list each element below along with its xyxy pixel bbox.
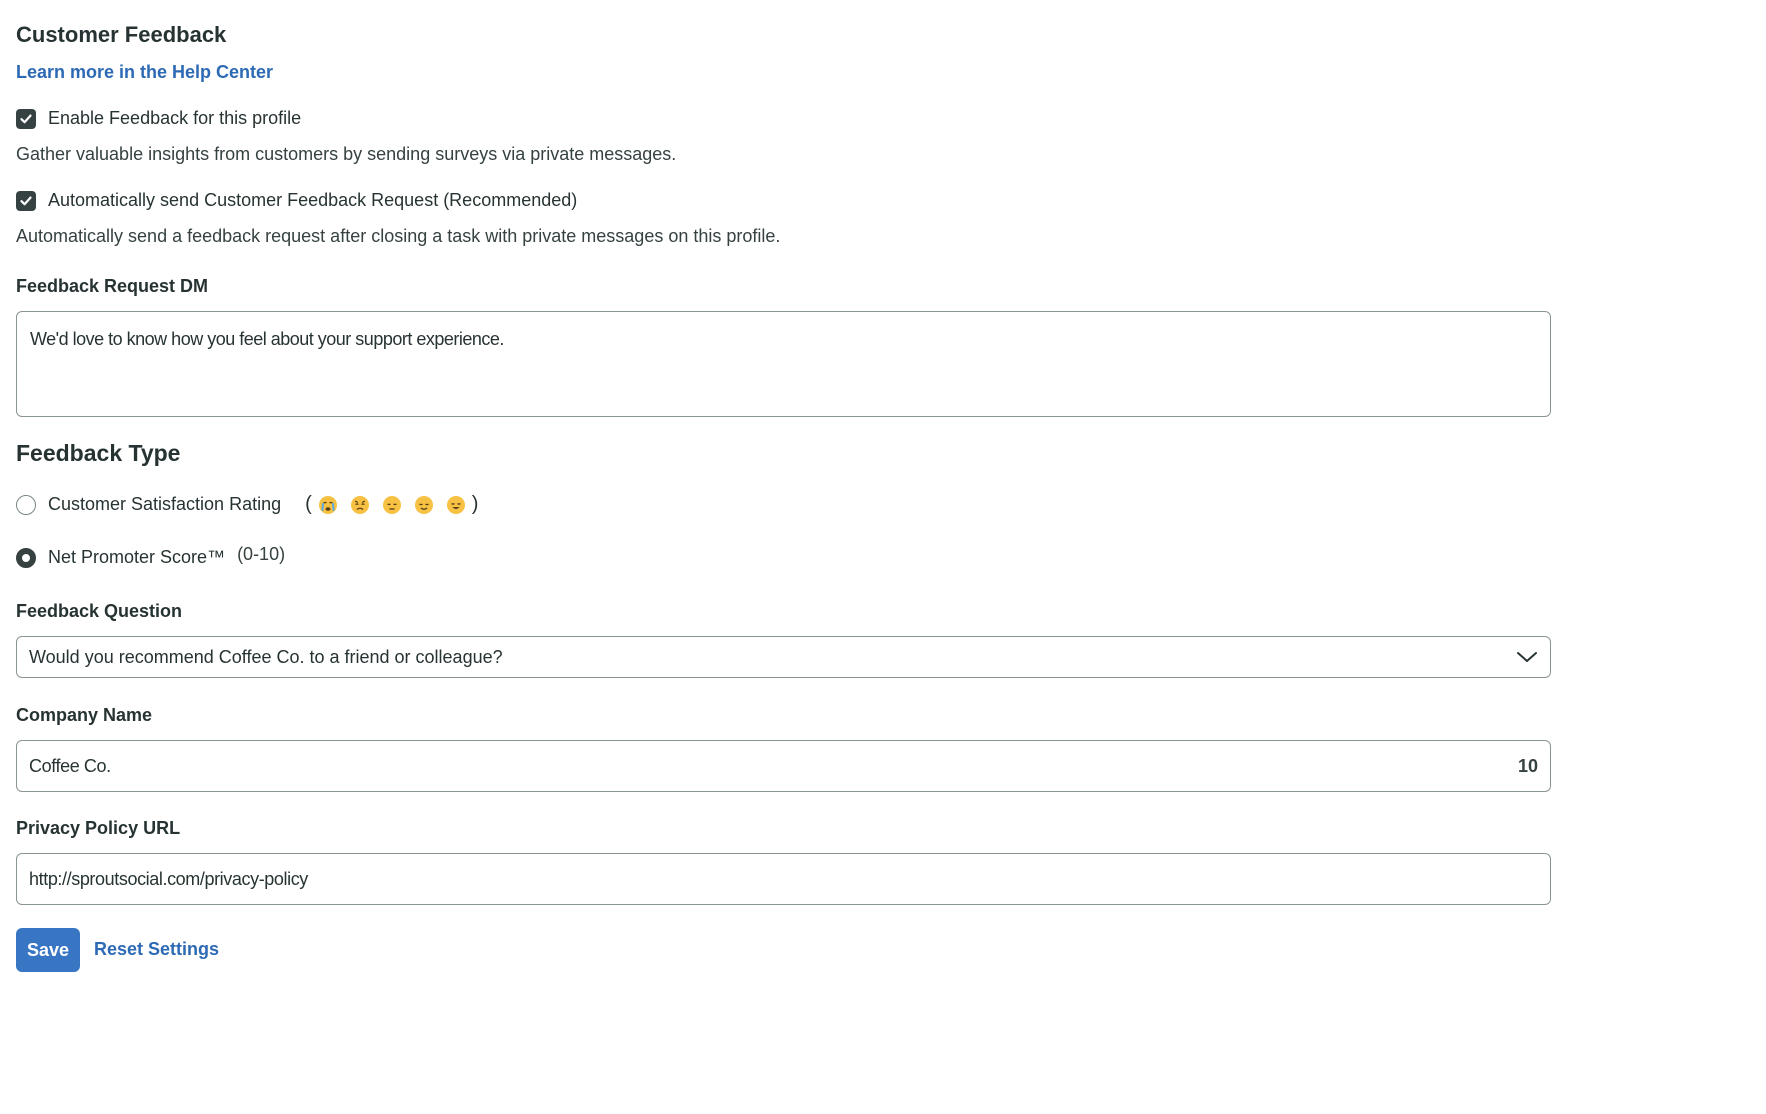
enable-feedback-row[interactable] <box>16 108 301 129</box>
privacy-policy-input[interactable] <box>16 853 1551 905</box>
feedback-question-select[interactable] <box>16 636 1551 678</box>
reset-settings-link[interactable]: Reset Settings <box>94 939 220 959</box>
company-name-value: Coffee Co. <box>29 755 111 776</box>
csat-option[interactable] <box>16 493 478 516</box>
csat-label: Customer Satisfaction Rating <box>48 494 282 514</box>
privacy-policy-label: Privacy Policy URL <box>16 818 181 838</box>
auto-send-label: Automatically send Customer Feedback Request (Recommended) <box>48 190 578 210</box>
feedback-question-value: Would you recommend Coffee Co. to a friend or colleague? <box>29 646 503 667</box>
checkmark-icon <box>19 194 33 208</box>
company-name-label: Company Name <box>16 705 153 725</box>
persevering-face-icon <box>350 495 370 515</box>
smiling-face-icon <box>446 495 466 515</box>
feedback-type-heading: Feedback Type <box>16 440 181 466</box>
privacy-policy-value: http://sproutsocial.com/privacy-policy <box>29 868 308 889</box>
auto-send-row[interactable] <box>16 190 577 211</box>
auto-send-description: Automatically send a feedback request after closing a task with private messages on this profile. <box>16 226 781 246</box>
feedback-question-label: Feedback Question <box>16 601 183 621</box>
checkmark-icon <box>19 112 33 126</box>
csat-radio[interactable] <box>16 495 36 515</box>
paren-close: ) <box>471 493 479 515</box>
save-button[interactable]: Save <box>16 928 80 972</box>
nps-range: (0-10) <box>237 544 286 564</box>
enable-feedback-label: Enable Feedback for this profile <box>48 108 302 128</box>
relieved-face-icon <box>414 495 434 515</box>
nps-radio[interactable] <box>16 548 36 568</box>
nps-label: Net Promoter Score™ <box>48 547 226 567</box>
crying-face-icon <box>318 495 338 515</box>
nps-option[interactable] <box>16 544 286 568</box>
page-title: Customer Feedback <box>16 22 227 47</box>
feedback-dm-label: Feedback Request DM <box>16 276 209 296</box>
auto-send-checkbox[interactable] <box>16 191 36 211</box>
enable-feedback-checkbox[interactable] <box>16 109 36 129</box>
chevron-down-icon <box>1516 650 1538 664</box>
paren-open: ( <box>305 493 312 515</box>
feedback-dm-textarea[interactable]: We'd love to know how you feel about your support experience. <box>16 311 1551 417</box>
enable-feedback-description: Gather valuable insights from customers by sending surveys via private messages. <box>16 144 677 164</box>
pensive-face-icon <box>382 495 402 515</box>
company-name-input[interactable] <box>16 740 1551 792</box>
help-center-link[interactable]: Learn more in the Help Center <box>16 62 274 82</box>
character-count: 10 <box>1517 755 1538 776</box>
csat-emoji-scale <box>305 493 478 516</box>
